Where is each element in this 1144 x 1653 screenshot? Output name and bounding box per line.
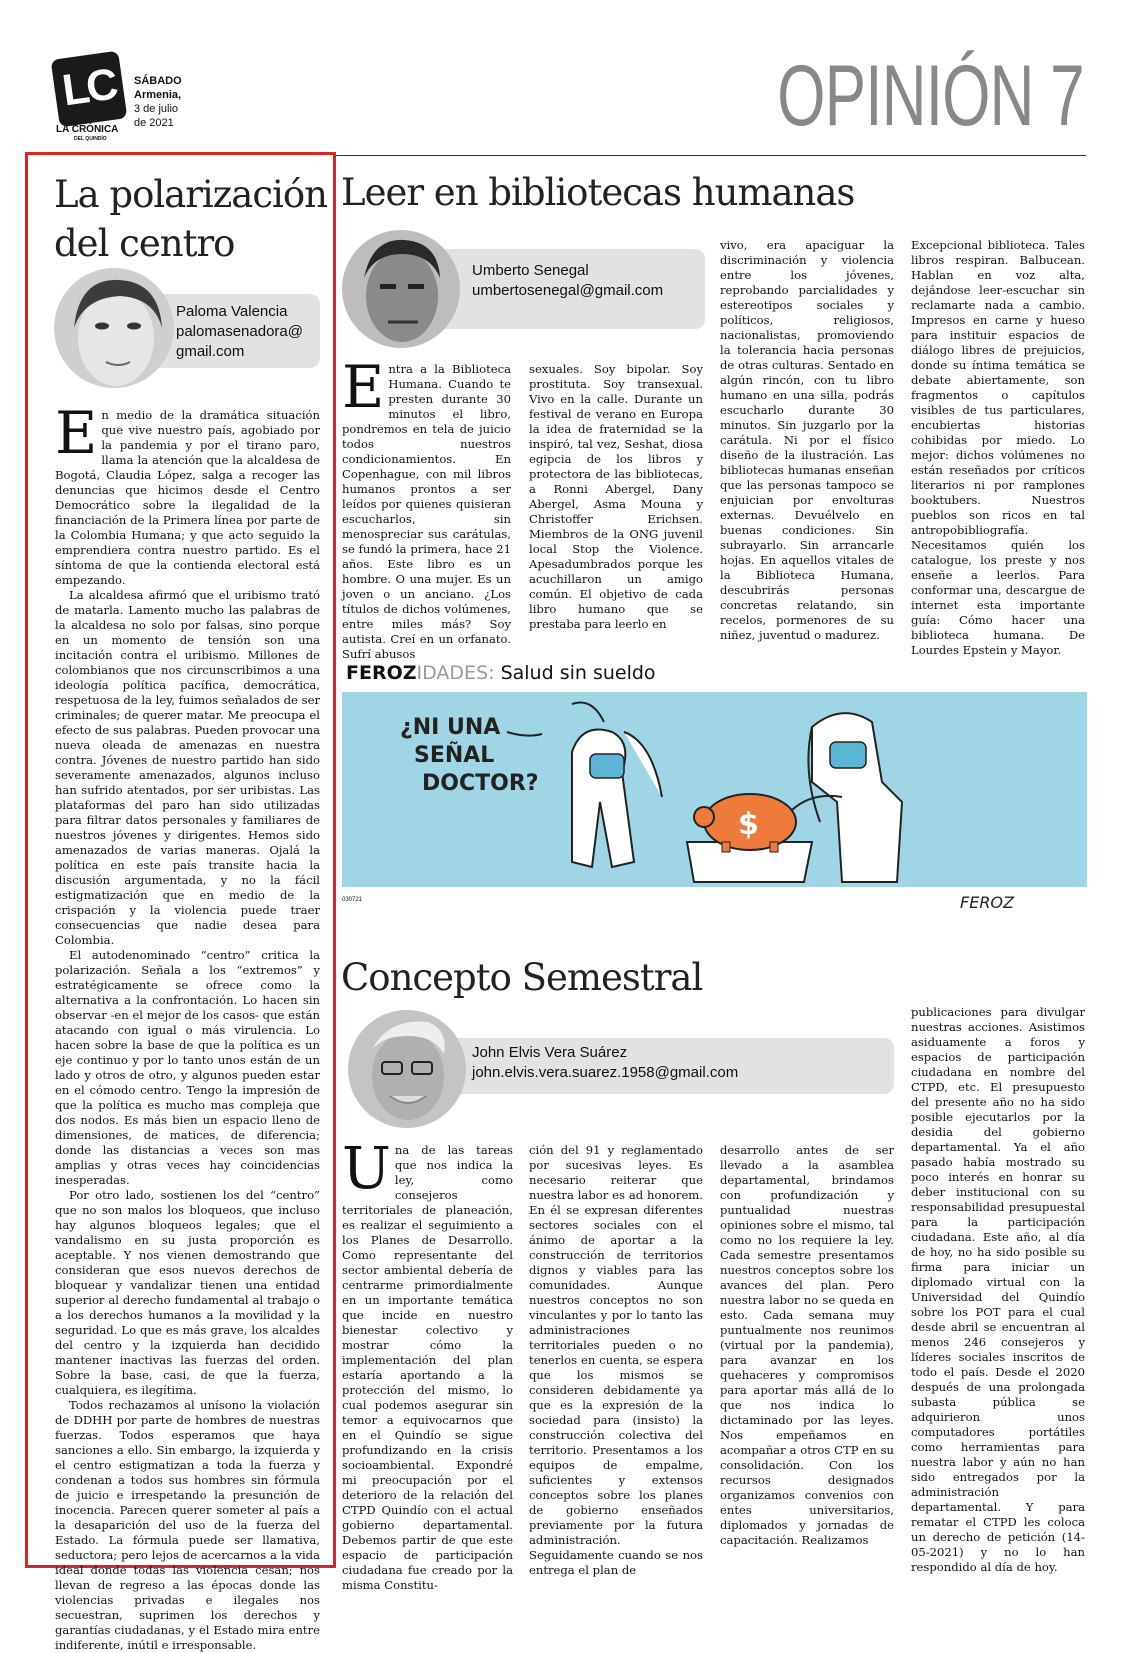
article1-title <box>54 170 334 268</box>
article2-title: Leer en bibliotecas humanas <box>341 171 855 214</box>
article3-column-3: desarrollo antes de ser llevado a la asamblea departamental, brindamos con profundización y puntualidad nuestras opiniones sobre el mismo, tal como no los requiere la ley. Cada semestre presentamos nuestros conceptos sobre los avances del plan. Pero nuestra labor no se queda en esto. Cada semana muy puntualmente nos reunimos (virtual por la pandemia), para avanzar en los quehaceres y compromisos para aportar más allá de lo que nos indica lo dictaminado por las leyes. Nos empeñamos en acompañar a otros CTP en su consolidación. Con los recursos designados organizamos convenios con entes universitarios, diplomados y jornadas de capacitación. Realizamos <box>720 1143 894 1547</box>
cartoon-label-light: IDADES: <box>416 662 495 684</box>
article2-column-3: vivo, era apaciguar la discriminación y violencia entre los jóvenes, reprobando parcialidades y estereotipos sociales y políticos, religiosos, nacionalistas, promoviendo la tolerancia hacia personas de otras culturas. Sentado en algún rincón, con tu libro humano en una silla, podrás escucharlo durante 30 minutos. Sin juzgarlo por la carátula. Ni por el físico diseño de la ilustración. Las bibliotecas humanas enseñan que las personas tampoco se enjuician por envolturas externas. Devuélvelo en buenas condiciones. Sin subrayarlo. Sin arrancarle hojas. En aquellos vitales de la Biblioteca Humana, descubrirás personas concretas relatando, sin recelos, pormenores de su niñez, juventud o madurez. <box>720 238 894 642</box>
article2-column-1: Entra a la Biblioteca Humana. Cuando te presten durante 30 minutos el libro, pondremos en tela de juicio todos nuestros condicionamientos. En Copenhague, con mil libros humanos prontos a ser leídos por quienes quisieran escucharlos, sin menospreciar sus carátulas, se fundó la primera, hace 21 años. Este libro es un hombre. O una mujer. Es un joven o un anciano. ¿Los títulos de dichos volúmenes, entre miles más? Soy autista. Creí en un orfanato. Sufrí abusos <box>342 353 511 661</box>
article1-paragraph: Todos rechazamos al unísono la violación de DDHH por parte de hombres de nuestras fuerzas. Todos esperamos que haya sanciones a ello. Sin embargo, la izquierda y el centro estigmatizan a toda la fuerza y condenan a todos sus hombres sin fórmula de juicio e irrespetando la presunción de inocencia. Parecen querer someter al país a la desaparición del uso de la fuerza del Estado. La fórmula puede ser llamativa, seductora; pero lejos de acercarnos a la vida ideal donde todas las violencia cesan; nos llevan de regreso a las épocas donde las violencias privadas e ilegales nos secuestran, suprimen los derechos y garantías ciudadanas, y el Estado mira entre indiferente, inútil e irresponsable. <box>55 1398 320 1652</box>
bubble-line-1: ¿NI UNA <box>400 715 501 740</box>
svg-text:$: $ <box>738 807 759 842</box>
article1-author-email-2: gmail.com <box>176 343 245 360</box>
article1-paragraph: La alcaldesa afirmó que el uribismo trató de matarla. Lamento mucho las palabras de la alcaldesa no solo por falsas, sino porque en un momento de tensión son una incitación contra el uribismo. Millones de colombianos que nos circunscribimos a una ideología política pacífica, democrática, respetuosa de la ley, fuimos señalados de ser criminales; de querer matar. Me preocupa el efecto de sus palabras. Pueden provocar una nueva oleada de amenazas en nuestra contra. Jóvenes de nuestro partido han sido severamente amenazados, algunos incluso han sufrido atentados, por ser uribistas. Las plataformas del paro han sido utilizadas para filtrar datos personales y familiares de nuestros jóvenes y dirigentes. Hemos sido amenazados de varias maneras. Ojalá la política en este país transite hacia la discusión argumentada, y no la fácil estigmatización que en medio de la crispación y la violencia puede traer consecuencias que nadie desea para Colombia. <box>55 588 320 947</box>
section-title: OPINIÓN 7 <box>777 48 1084 144</box>
brand-subtitle: DEL QUINDÍO <box>74 136 107 142</box>
article1-paragraph: El autodenominado “centro” critica la polarización. Señala a los “extremos” y estratégicamente se ofrece como la alternativa a la confrontación. Lo hacen sin observar -en el mejor de los casos- que están atacando con igual o más virulencia. Lo hacen sobre la base de que la política es un eje continuo y por lo tanto unos están de un lado y otros de otro, y algunos pueden estar en el cómodo centro. Tengo la impresión de que la política es mucho mas compleja que dos nodos. Es más bien un espacio lleno de dimensiones, de matices, de diferencia; donde las distancias a veces son mas amplias y otras veces hay coincidencias inesperadas. <box>55 948 320 1187</box>
cartoon-illustration <box>342 692 1087 922</box>
article1-title-line2: del centro <box>54 222 235 265</box>
article1-body <box>55 399 320 1653</box>
article2-author-photo <box>342 230 460 348</box>
cartoon-label-bold: FEROZ <box>346 662 417 684</box>
article2-dropcap: E <box>342 353 385 421</box>
date-line-1: 3 de julio <box>134 103 179 115</box>
article2-author-email: umbertosenegal@gmail.com <box>472 282 664 299</box>
article3-dropcap: U <box>342 1134 391 1202</box>
article3-title: Concepto Semestral <box>341 956 703 999</box>
article1-paragraph: En medio de la dramática situación que vive nuestro país, agobiado por la pandemia y por el tirano paro, llama la atención que la alcaldesa de Bogotá, Claudia López, salga a recoger las denuncias que hicimos desde el Centro Democrático sobre la ilegalidad de la financiación de la Primera línea por parte de la Colombia Humana; y que acto seguido la emprendiera contra nuestro partido. Es el síntoma de que la contienda electoral está empezando. <box>55 399 320 587</box>
article1-paragraph: Por otro lado, sostienen los del “centro” que no son malos los bloqueos, que incluso hay algunos bloqueos legales; que el vandalismo en su justa proporción es aceptable. Y nos vienen demostrando que consideran que esos nuevos derechos de bloquear y vandalizar tienen una entidad superior al derecho fundamental al trabajo o a los derechos humanos a la movilidad y la seguridad. Lo que es más grave, los alcaldes del centro y la izquierda han decidido mantener inactivas las fuerzas del orden. Sobre la base, casi, de que la fuerza, cualquiera, es ilegítima. <box>55 1188 320 1397</box>
article1-author-name: Paloma Valencia <box>176 303 288 320</box>
article3-author-email: john.elvis.vera.suarez.1958@gmail.com <box>472 1064 739 1081</box>
article1-title-line1: La polarización <box>54 173 327 216</box>
article1-author-photo <box>54 268 174 388</box>
date-line-2: de 2021 <box>134 117 174 129</box>
header-divider <box>336 155 1086 156</box>
article2-column-4: Excepcional biblioteca. Tales libros respiran. Balbucean. Hablan en voz alta, dejándose leer-escuchar sin reclamarte nada a cambio. Impresos en carne y hueso para instituir espacios de diálogo libres de prejuicios, donde su íntima temática se debate abiertamente, son fragmentos o capítulos visibles de tus particulares, encubiertas historias cohibidas por miedo. Lo mejor: dichos volúmenes no están reseñados por críticos literarios ni por ramplones booktubers. Nuestros pueblos son ricos en tal antropobibliografía. Necesitamos quién los catalogue, los preste y nos enseñe a leerlos. Para conformar una, descargue de internet esta importante guía: Cómo hacer una biblioteca humana. De Lourdes Epstein y Mayor. <box>911 238 1085 657</box>
cartoon-code: 030721 <box>342 897 363 903</box>
newspaper-logo: LC <box>51 51 128 128</box>
brand-name: LA CRÓNICA <box>56 124 119 135</box>
cartoon-caption: Salud sin sueldo <box>500 662 656 684</box>
article2-author-name: Umberto Senegal <box>472 262 589 279</box>
date-block <box>134 74 182 130</box>
article3-author-box <box>410 1038 894 1094</box>
article3-column-4: publicaciones para divulgar nuestras acciones. Asistimos asiduamente a foros y espacios de participación ciudadana en nombre del CTPD, etc. El presupuesto del presente año no ha sido posible ejecutarlos por la desidia del gobierno departamental. Ya el año pasado había mostrado su poco interés en honrar su deber institucional con su responsabilidad presupuestal para la participación ciudadana. Este año, al día de hoy, no ha sido posible su firma para iniciar un diplomado virtual con la Universidad del Quindío sobre los POT para el cual desde abril se encuentran al menos 246 consejeros y líderes sociales inscritos de todo el país. Desde el 2020 después de una prolongada subasta pública se adquirieron unos computadores portátiles como herramientas para nuestra labor y aún no han sido entregados por la administración departamental. Y para rematar el CTPD les coloca un derecho de petición (14-05-2021) y no lo han respondido al día de hoy. <box>911 1005 1085 1574</box>
bubble-line-3: DOCTOR? <box>422 771 539 796</box>
article1-author-email: palomasenadora@ <box>176 323 303 340</box>
city: Armenia, <box>134 89 182 101</box>
article1-dropcap: E <box>55 399 98 467</box>
article3-author-name: John Elvis Vera Suárez <box>472 1044 628 1061</box>
article3-column-2: ción del 91 y reglamentado por sucesivas leyes. Es necesario reiterar que nuestra labor es ad honorem. En él se expresan diferentes sectores sociales con el ánimo de aportar a la construcción de territorios dignos y viables para las comunidades. Aunque nuestros conceptos no son vinculantes y por lo tanto las administraciones territoriales pueden o no tenerlos en cuenta, se espera que los mismos se consideren debidamente ya que es la expresión de la sociedad para (insisto) la construcción colectiva del territorio. Presentamos a los equipos de empalme, suficientes y extensos conceptos sobre los planes de gobierno enseñados previamente por la futura administración. Seguidamente cuando se nos entrega el plan de <box>529 1143 703 1577</box>
article3-author-photo <box>348 1010 466 1128</box>
weekday: SÁBADO <box>134 75 182 87</box>
cartoon-title <box>346 662 656 684</box>
cartoon-signature: FEROZ <box>960 893 1014 912</box>
article2-column-2: sexuales. Soy bipolar. Soy prostituta. Soy transexual. Vivo en la calle. Durante un festival de verano en Europa la idea de fraternidad se la inspiró, tal vez, Seshat, diosa egipcia de los libros y protectora de las bibliotecas, a Ronni Abergel, Dany Abergel, Asma Mouna y Christoffer Erichsen. Miembros de la ONG juvenil local Stop the Violence. Apesadumbrados porque les acuchillaron un amigo común. El objetivo de cada libro humano que se prestaba para leerlo en <box>529 362 703 631</box>
bubble-line-2: SEÑAL <box>414 743 495 768</box>
article3-column-1: Una de las tareas que nos indica la ley, como consejeros territoriales de planeación, es realizar el seguimiento a los Planes de Desarrollo. Como representante del sector ambiental debería de centrarme primordialmente en un importante temática que incide en nuestro bienestar colectivo y mostrar cómo la implementación del plan estaría aportando a la protección del mismo, lo cual podemos asegurar sin temor a equivocarnos que en el Quindío se sigue profundizando en la crisis socioambiental. Expondré mi preocupación por el deterioro de la relación del CTPD Quindío con el actual gobierno departamental. Debemos partir de que este espacio de participación ciudadana fue creado por la misma Constitu- <box>342 1134 513 1592</box>
